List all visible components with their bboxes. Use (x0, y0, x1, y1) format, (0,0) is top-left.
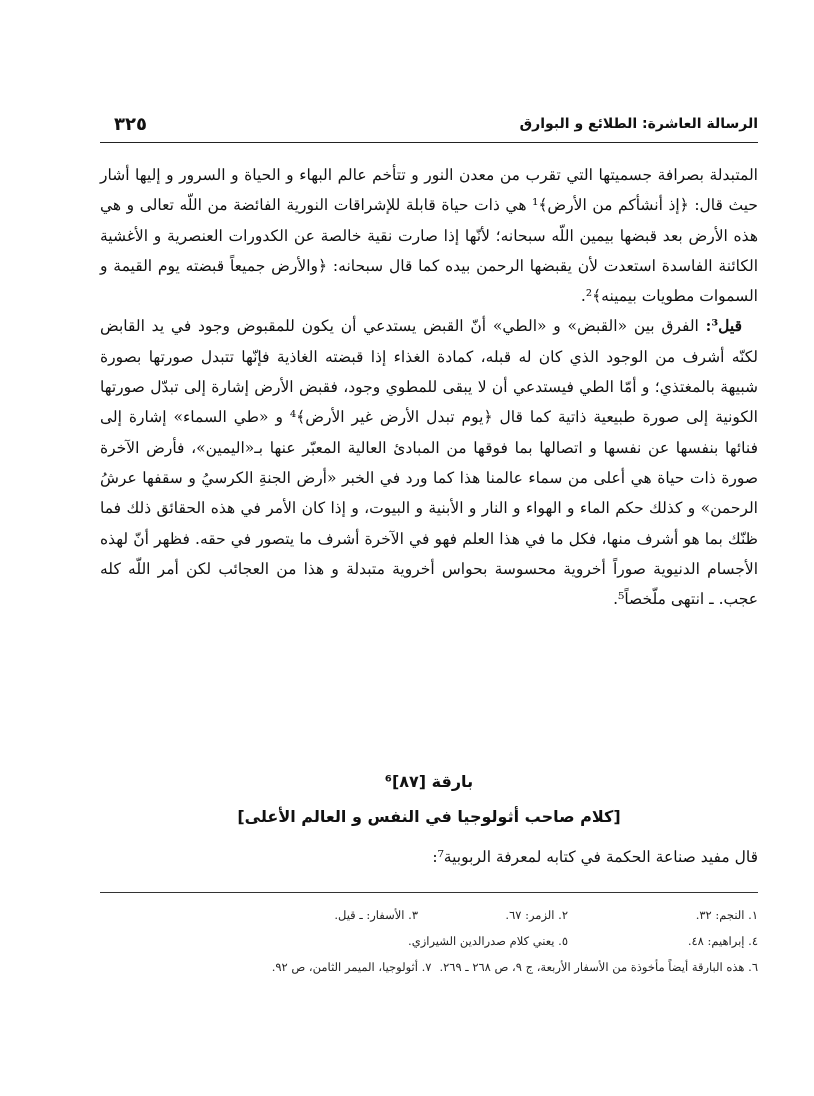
footnote: ٤. إبراهيم: ٤٨. (687, 934, 758, 948)
footnote-row (100, 902, 758, 928)
footnote-row (100, 954, 758, 980)
footnote: ٣. الأسفار: ـ قيل. (334, 908, 418, 922)
body-text (100, 160, 758, 614)
paragraph-lead: قيل³: (705, 316, 742, 336)
section-intro: قال مفيد صناعة الحكمة في كتابه لمعرفة الربوبية⁷: (432, 848, 758, 866)
running-title: الرسالة العاشرة: الطلائع و البوارق (519, 116, 758, 132)
page-header (100, 112, 758, 143)
footnote: ٥. يعني كلام صدرالدين الشيرازي. (408, 934, 568, 948)
footnote: ١. النجم: ٣٢. (695, 908, 758, 922)
footnote-row (100, 928, 758, 954)
section-title: بارقة [٨٧]⁶ (384, 772, 474, 791)
paragraph (100, 160, 758, 311)
section-subtitle: [كلام صاحب أثولوجيا في النفس و العالم الأعلى] (237, 807, 621, 826)
footnote: ٦. هذه البارقة أيضاً مأخوذة من الأسفار الأربعة، ج ٩، ص ٢٦٨ ـ ٢٦٩. (439, 960, 758, 974)
footnote-divider (100, 892, 758, 893)
section-heading (100, 768, 758, 832)
paragraph-text: المتبدلة بصرافة جسميتها التي تقرب من معدن النور و تتأخم عالم البهاء و الحياة و السرور و إليها أشار حيث قال: ﴿إذ أنشأكم من الأرض﴾¹ هي ذات حياة قابلة للإشراقات النورية الفائضة من اللّه تعالى و هي هذه الأرض بعد قبضها بيمين اللّه سبحانه؛ لأنّها إذا صارت نقية خالصة عن الكدورات العنصرية و الأغشية الكائنة الفاسدة استعدت لأن يقبضها الرحمن بيده كما قال سبحانه: ﴿والأرض جميعاً قبضته يوم القيمة و السموات مطويات بيمينه﴾². (100, 166, 758, 306)
footnote: ٧. أثولوجيا، الميمر الثامن، ص ٩٢. (271, 960, 432, 974)
paragraph (100, 311, 758, 614)
footnote: ٢. الزمر: ٦٧. (505, 908, 568, 922)
paragraph-text: الفرق بين «القبض» و «الطي» أنّ القبض يستدعي أن يكون للمقبوض وجود في يد القابض لكنّه أشرف من الوجود الذي كان له قبله، كمادة الغذاء إذا قبضته الغاذية فإنّها تتبدل صورتها بصورة شبيهة بالمغتذي؛ و أمّا الطي فيستدعي أن لا يبقى للمطوي وجود، فقبض الأرض إشارة إلى تبدّل صورتها الكونية إلى صورة طبيعية ذاتية كما قال ﴿يوم تبدل الأرض غير الأرض﴾⁴ و «طي السماء» إشارة إلى فنائها بنفسها عن نفسها و اتصالها بما فوقها من المبادئ العالية المعبّر عنها بـ«اليمين»، فأرض الآخرة صورة ذات حياة هي أعلى من سماء عالمنا هذا كما ورد في الخبر «أرض الجنةِ الكرسيُ و سقفها عرشُ الرحمن» و كذلك حكم الماء و الهواء و النار و الأبنية و البيوت، و إذا كان الأمر في هذه الحقائق ذلك فما ظنّك بما هو أشرف منها، فكل ما في هذا العلم فهو في الآخرة أشرف ما يتصور في حقه. فظهر أنّ لهذه الأجسام الدنيوية صوراً أخروية محسوسة بحواس أخروية متبدلة و هذا من العجائب لكن أمر اللّه كله عجب. ـ انتهى ملّخصاً⁵. (100, 317, 758, 609)
footnotes (100, 902, 758, 980)
page-number: ٣٢٥ (114, 114, 147, 135)
